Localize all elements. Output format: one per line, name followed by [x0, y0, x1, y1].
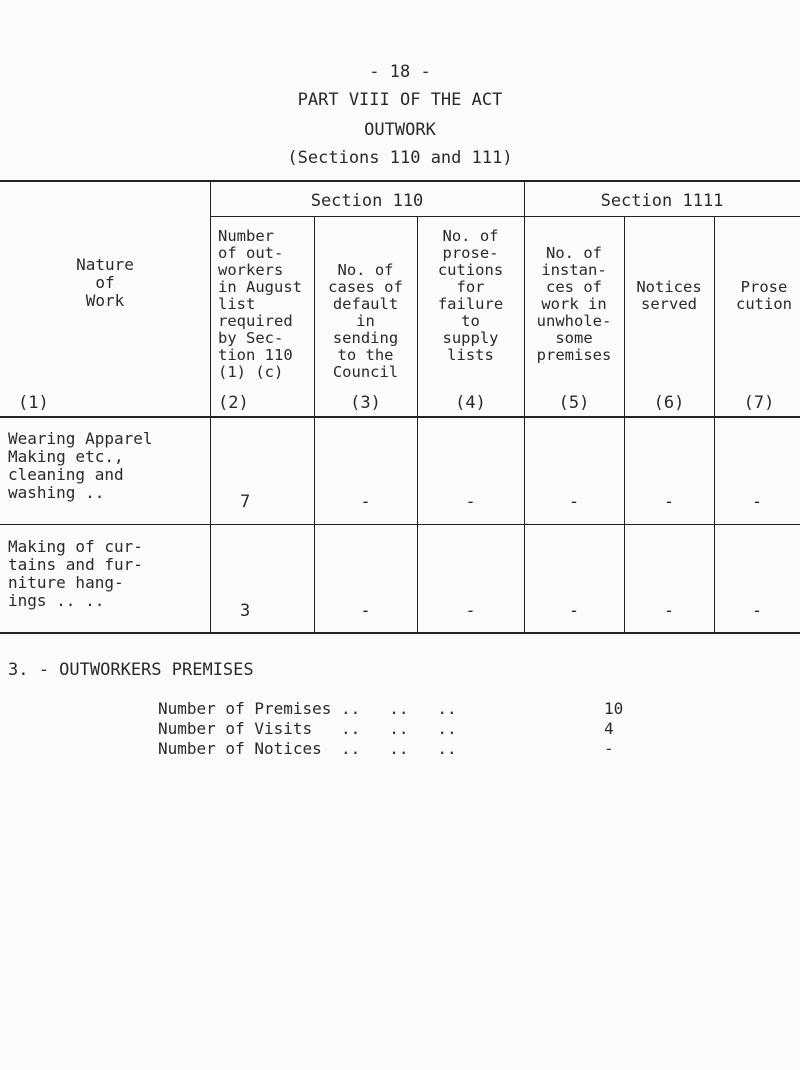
outworkers-premises-heading: 3. - OUTWORKERS PREMISES	[8, 660, 254, 680]
header-prosecutions-111: Prose cution	[736, 279, 792, 313]
row-value: 7	[240, 492, 251, 512]
row-value: -	[663, 492, 675, 512]
row-value: -	[663, 601, 675, 621]
row-value: -	[465, 601, 476, 621]
header-outworkers-number: Number of out- workers in August list required by Sec- tion 110 (1) (c)	[218, 227, 302, 381]
row-value: -	[568, 492, 580, 512]
group-header-section-111: Section 1111	[600, 191, 724, 211]
header-nature-of-work: Nature of Work	[76, 255, 134, 310]
col-number-5: (5)	[558, 393, 590, 413]
table-bottom-rule	[0, 632, 800, 634]
group-header-rule	[210, 216, 800, 217]
header-default-cases: No. of cases of default in sending to the Council	[328, 261, 403, 381]
row-value: -	[465, 492, 476, 512]
col-number-4: (4)	[455, 393, 486, 413]
premises-label: Number of Premises .. .. ..	[158, 699, 457, 718]
col-number-7: (7)	[743, 393, 775, 413]
header-notices-served: Notices served	[636, 278, 702, 313]
row-nature-of-work: Making of cur- tains and fur- niture hang- ings .. ..	[8, 537, 143, 610]
row-divider	[0, 524, 800, 525]
col-number-1: (1)	[18, 393, 49, 413]
group-header-section-110: Section 110	[310, 191, 424, 211]
notices-label: Number of Notices .. .. ..	[158, 739, 457, 758]
part-title: PART VIII OF THE ACT	[297, 90, 503, 110]
page-number: - 18 -	[369, 62, 431, 82]
row-value: 3	[240, 601, 251, 621]
table-top-rule	[0, 180, 800, 182]
row-value: -	[360, 492, 371, 512]
visits-value: 4	[604, 719, 614, 738]
col-divider	[210, 181, 211, 633]
col-number-2: (2)	[218, 393, 249, 413]
row-value: -	[568, 601, 580, 621]
header-bottom-rule	[0, 416, 800, 418]
col-number-3: (3)	[350, 393, 381, 413]
row-value: -	[360, 601, 371, 621]
row-value: -	[751, 601, 763, 621]
row-value: -	[751, 492, 763, 512]
sections-reference: (Sections 110 and 111)	[287, 148, 513, 168]
header-unwholesome-instances: No. of instan- ces of work in unwhole- some premises	[536, 244, 612, 364]
col-number-6: (6)	[653, 393, 685, 413]
header-prosecutions: No. of prose- cutions for failure to supply lists	[437, 227, 504, 364]
row-nature-of-work: Wearing Apparel Making etc., cleaning and washing ..	[8, 429, 153, 502]
premises-value: 10	[604, 699, 624, 718]
notices-value: -	[604, 739, 614, 758]
visits-label: Number of Visits .. .. ..	[158, 719, 457, 738]
outwork-subtitle: OUTWORK	[364, 120, 436, 140]
